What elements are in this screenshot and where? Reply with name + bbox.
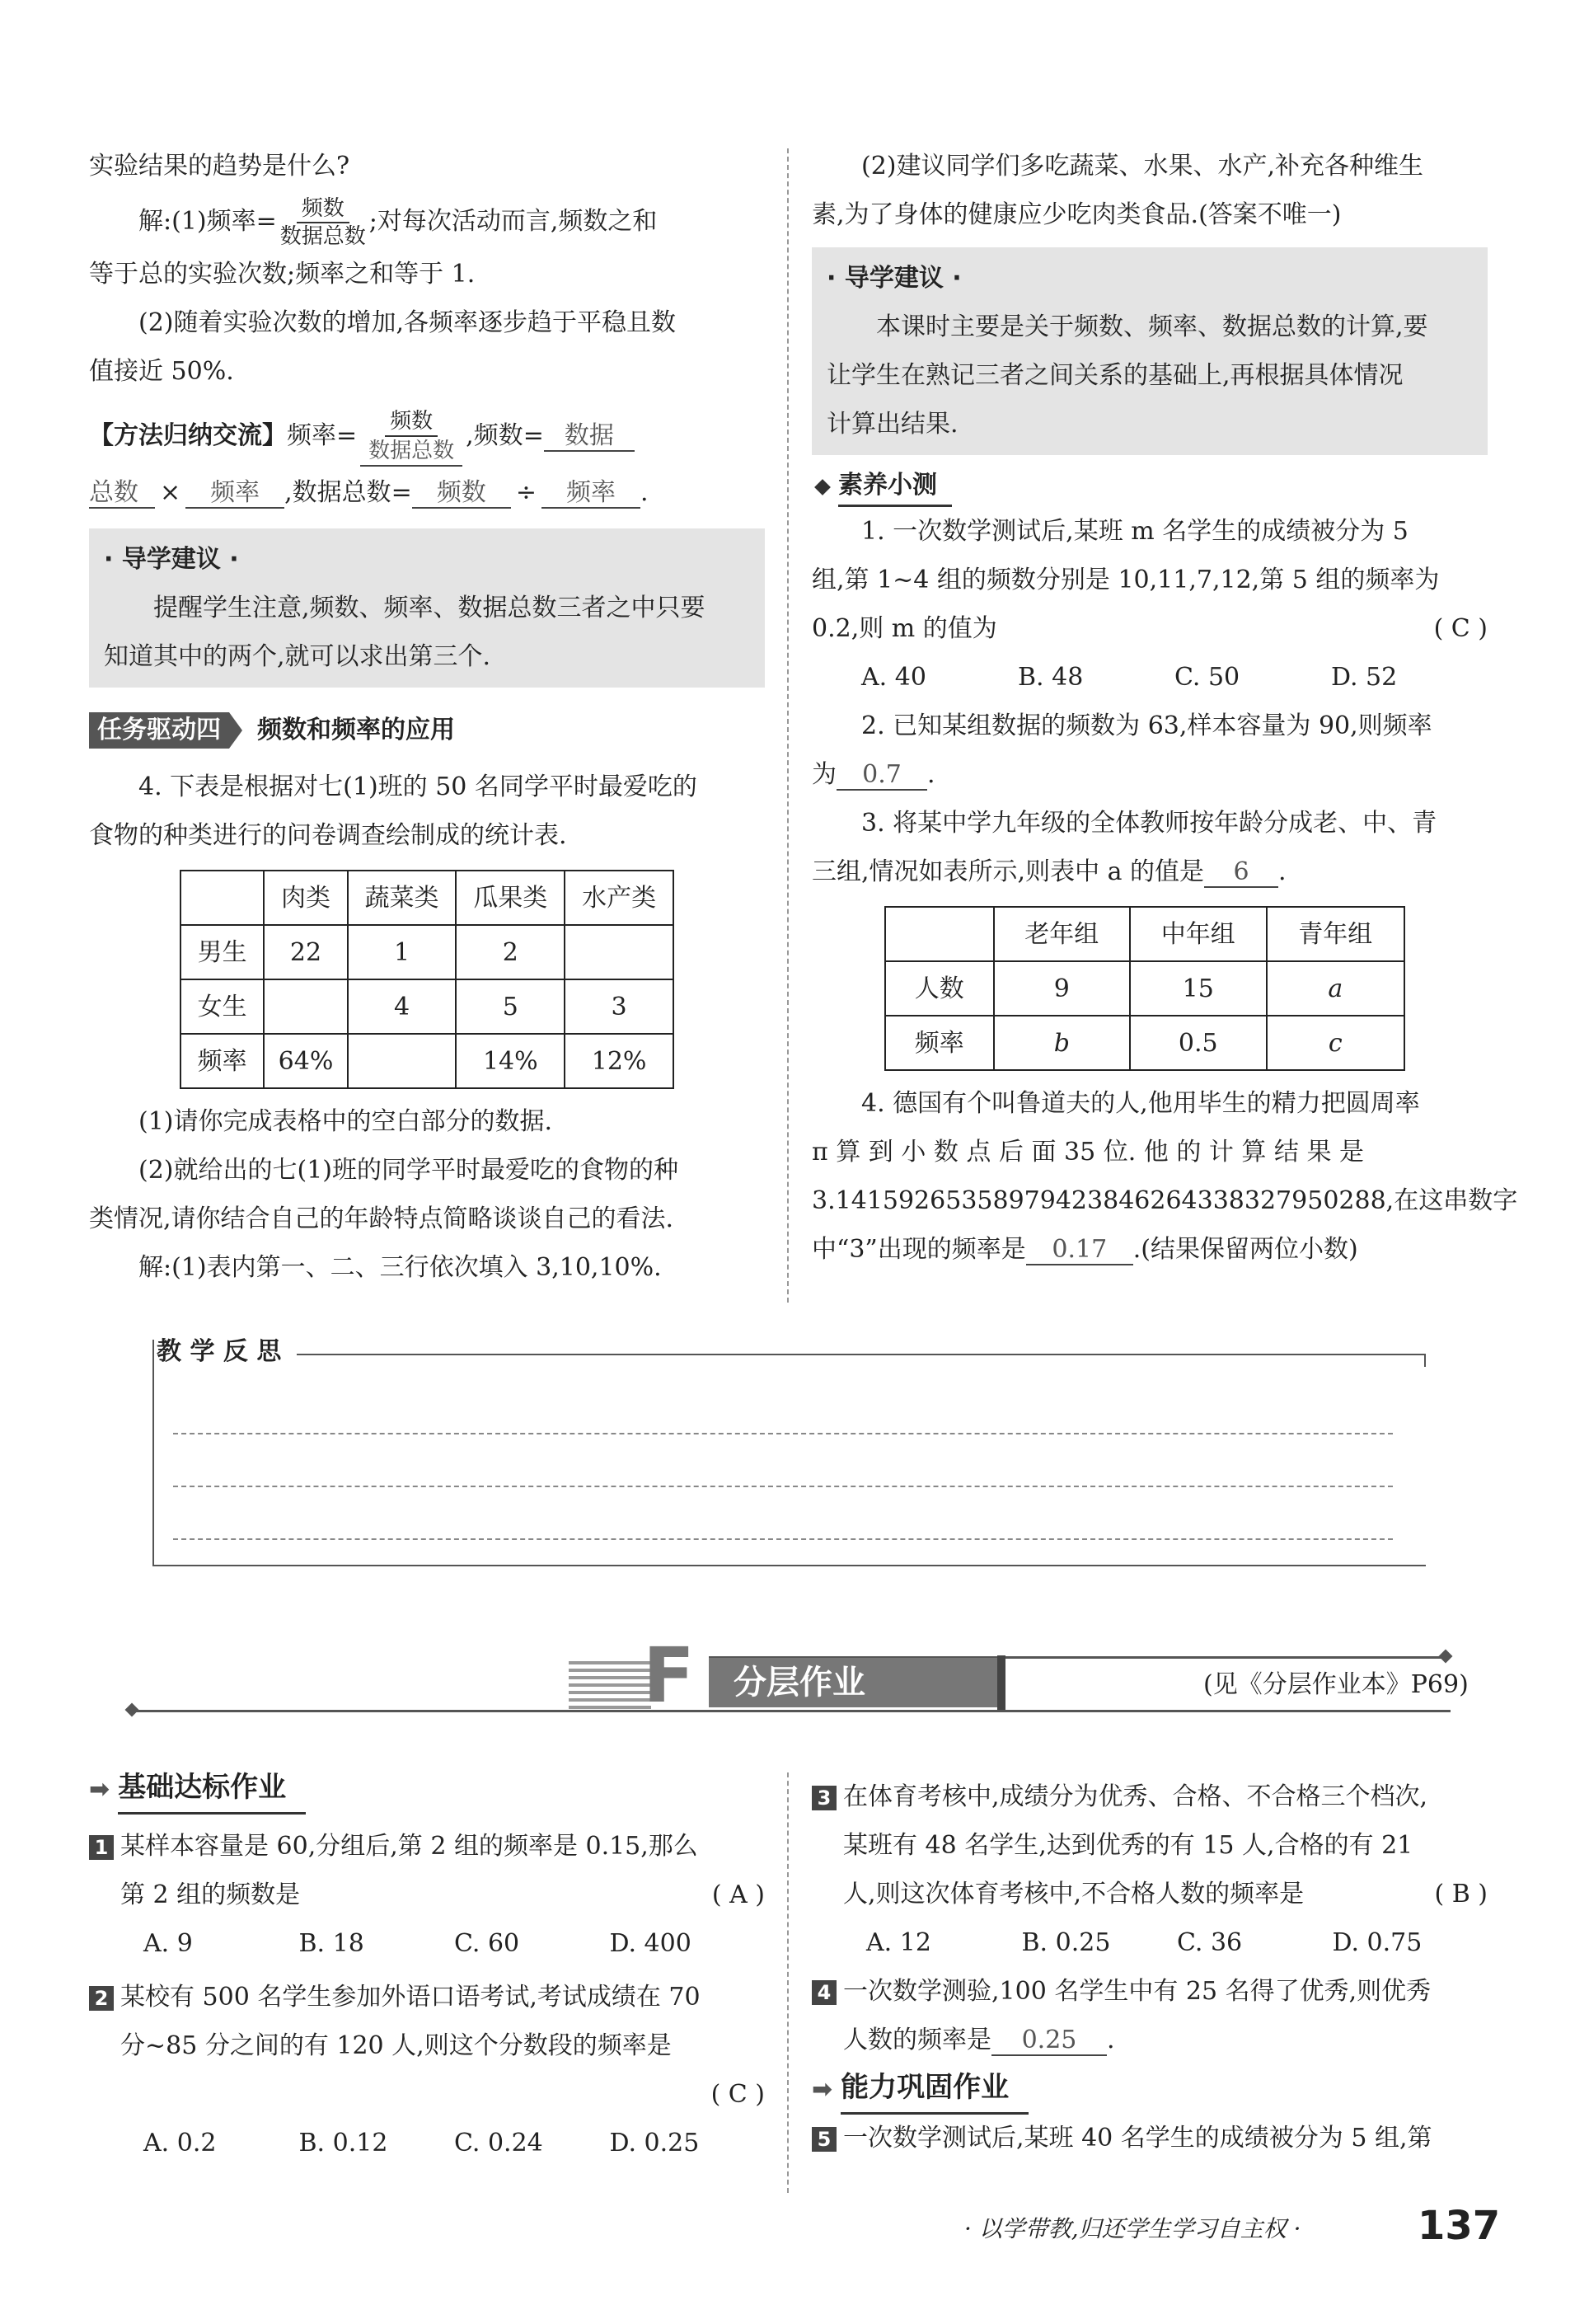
text-line: 类情况,请你结合自己的年龄特点简略谈谈自己的看法. — [89, 1204, 674, 1233]
homework-reference: (见《分层作业本》P69) — [1203, 1670, 1469, 1699]
table-cell: 1 — [348, 925, 457, 979]
table-cell: 青年组 — [1267, 907, 1404, 961]
options-row — [812, 653, 1488, 702]
solution-line: 解:(1)表内第一、二、三行依次填入 3,10,10%. — [138, 1253, 662, 1282]
homework-question-4 — [812, 1967, 1488, 2016]
options-row — [89, 1919, 765, 1968]
method-summary-cont — [89, 468, 765, 517]
reflection-title: 教 学 反 思 — [157, 1336, 291, 1369]
table-cell: 频率 — [885, 1016, 994, 1070]
arrow-icon: ➡ — [89, 1774, 110, 1804]
fill-blank-fraction — [360, 407, 462, 467]
banner-rule — [132, 1710, 1451, 1712]
guide-text: 知道其中的两个,就可以求出第三个. — [104, 642, 491, 671]
fill-blank: 0.25 — [991, 2026, 1107, 2056]
table-cell: 蔬菜类 — [348, 871, 457, 925]
homework-question-2 — [89, 1973, 765, 2021]
basic-homework-left — [89, 1764, 765, 2167]
question-number-badge: 4 — [812, 1980, 837, 2005]
question-number-badge: 1 — [89, 1835, 114, 1860]
text: 0.2,则 m 的值为 — [812, 614, 997, 643]
task-header — [89, 706, 765, 754]
table-cell: 9 — [994, 961, 1130, 1016]
table-cell: 12% — [565, 1034, 673, 1088]
basic-header — [89, 1764, 765, 1814]
ability-header — [812, 2064, 1488, 2114]
option: A. 40 — [861, 663, 926, 692]
option: B. 0.12 — [298, 2129, 388, 2157]
option: B. 0.25 — [1021, 1928, 1111, 1957]
table-cell: 女生 — [180, 979, 264, 1034]
option: C. 50 — [1174, 663, 1240, 692]
table-cell: 64% — [264, 1034, 347, 1088]
table-cell: 中年组 — [1130, 907, 1267, 961]
table-cell — [885, 907, 994, 961]
reflection-box — [152, 1340, 1426, 1566]
homework-question-5 — [812, 2114, 1488, 2162]
text-line: 某班有 48 名学生,达到优秀的有 15 人,合格的有 21 — [843, 1831, 1413, 1860]
text: ;对每次活动而言,频数之和 — [368, 207, 658, 236]
task-title: 频数和频率的应用 — [257, 716, 455, 744]
text: . — [1278, 857, 1287, 886]
task-tag: 任务驱动四 — [89, 712, 229, 749]
solution-line — [89, 195, 765, 250]
table-cell: 0.5 — [1130, 1016, 1267, 1070]
text-line: 素,为了身体的健康应少吃肉类食品.(答案不唯一) — [812, 200, 1342, 229]
text: 人,则这次体育考核中,不合格人数的频率是 — [843, 1880, 1305, 1908]
quiz-question-1: 1. 一次数学测试后,某班 m 名学生的成绩被分为 5 — [861, 517, 1409, 546]
option: C. 36 — [1177, 1928, 1243, 1957]
text: 三组,情况如表所示,则表中 a 的值是 — [812, 857, 1205, 886]
footer-slogan: · 以学带教,归还学生学习自主权 · — [964, 2215, 1301, 2242]
text-line — [812, 604, 1488, 653]
text: ,频数= — [466, 421, 544, 450]
question-number-badge: 5 — [812, 2127, 837, 2152]
table-cell — [565, 925, 673, 979]
quiz-question-2: 2. 已知某组数据的频数为 63,样本容量为 90,则频率 — [861, 711, 1432, 740]
text: ÷ — [515, 478, 537, 507]
fill-blank: 0.17 — [1026, 1236, 1133, 1265]
banner-end-bar — [997, 1655, 1005, 1710]
text: . — [1107, 2026, 1115, 2054]
reflection-top-line — [297, 1354, 1426, 1355]
banner-rule-dot-left — [125, 1703, 139, 1717]
food-table — [180, 870, 674, 1089]
text: 第 2 组的频数是 — [120, 1880, 301, 1909]
text: 一次数学测试后,某班 40 名学生的成绩被分为 5 组,第 — [843, 2124, 1432, 2153]
text: 人数的频率是 — [843, 2026, 991, 2054]
table-row — [180, 979, 673, 1034]
left-column — [89, 142, 765, 1292]
age-table — [884, 906, 1405, 1071]
table-cell: 瓜果类 — [456, 871, 565, 925]
table-cell — [348, 1034, 457, 1088]
table-cell: 14% — [456, 1034, 565, 1088]
option: D. 52 — [1331, 663, 1398, 692]
option: A. 0.2 — [143, 2129, 217, 2157]
text-line: 实验结果的趋势是什么? — [89, 152, 350, 181]
quiz-question-3: 3. 将某中学九年级的全体教师按年龄分成老、中、青 — [861, 809, 1437, 838]
text-line: 分~85 分之间的有 120 人,则这个分数段的频率是 — [120, 2031, 672, 2060]
table-cell: 2 — [456, 925, 565, 979]
text: 频率= — [287, 421, 358, 450]
answer-line — [89, 2070, 765, 2119]
answer-choice: ( B ) — [1434, 1880, 1488, 1908]
text: 为 — [812, 760, 837, 789]
text: 解:(1)频率= — [138, 207, 277, 236]
table-row — [885, 961, 1404, 1016]
reflection-line — [173, 1433, 1393, 1434]
fill-blank: 总数 — [89, 479, 155, 509]
arrow-icon: ➡ — [812, 2074, 833, 2104]
ability-title: 能力巩固作业 — [841, 2063, 1029, 2115]
question-number-badge: 3 — [812, 1786, 837, 1810]
table-cell: 3 — [565, 979, 673, 1034]
options-row — [89, 2119, 765, 2167]
text: 一次数学测验,100 名学生中有 25 名得了优秀,则优秀 — [843, 1977, 1432, 2006]
table-cell: b — [994, 1016, 1130, 1070]
question-4: 4. 下表是根据对七(1)班的 50 名同学平时最爱吃的 — [138, 772, 697, 801]
fill-blank: 数据 — [544, 422, 635, 452]
table-cell: 男生 — [180, 925, 264, 979]
table-cell: 4 — [348, 979, 457, 1034]
fill-blank: 频数 — [412, 479, 511, 509]
triangle-icon — [229, 712, 242, 749]
text-line: 值接近 50%. — [89, 357, 234, 386]
guide-box — [89, 528, 765, 688]
text: 某校有 500 名学生参加外语口语考试,考试成绩在 70 — [120, 1983, 701, 2012]
table-header-row — [180, 871, 673, 925]
table-row — [180, 1034, 673, 1088]
table-cell: 15 — [1130, 961, 1267, 1016]
text: ,数据总数= — [284, 478, 412, 507]
text-line — [812, 2016, 1488, 2064]
options-row — [812, 1918, 1488, 1967]
guide-text: 提醒学生注意,频数、频率、数据总数三者之中只要 — [153, 594, 705, 622]
banner-stripes — [569, 1661, 651, 1709]
text-line: 组,第 1~4 组的频数分别是 10,11,7,12,第 5 组的频率为 — [812, 566, 1440, 594]
guide-title: · 导学建议 · — [827, 264, 962, 293]
basic-homework-right — [812, 1772, 1488, 2162]
table-cell: 人数 — [885, 961, 994, 1016]
fraction-numerator: 频数 — [385, 407, 438, 437]
option: A. 12 — [866, 1928, 931, 1957]
quiz-question-4: 4. 德国有个叫鲁道夫的人,他用毕生的精力把圆周率 — [861, 1089, 1420, 1118]
answer-choice: ( C ) — [710, 2080, 765, 2109]
text-line: 等于总的实验次数;频率之和等于 1. — [89, 260, 476, 289]
guide-title: · 导学建议 · — [104, 545, 239, 574]
basic-title: 基础达标作业 — [118, 1763, 306, 1815]
text-line: 食物的种类进行的问卷调查绘制成的统计表. — [89, 821, 567, 850]
fill-blank: 0.7 — [837, 761, 927, 791]
text: 某样本容量是 60,分组后,第 2 组的频率是 0.15,那么 — [120, 1832, 698, 1861]
question-number-badge: 2 — [89, 1986, 114, 2011]
text: .(结果保留两位小数) — [1132, 1235, 1358, 1264]
fraction-numerator: 频数 — [297, 195, 349, 223]
table-cell: c — [1267, 1016, 1404, 1070]
fill-blank: 频率 — [185, 479, 284, 509]
option: C. 60 — [454, 1929, 520, 1958]
method-summary — [89, 407, 765, 467]
reflection-line — [173, 1538, 1393, 1540]
quiz-header — [812, 467, 1488, 507]
option: D. 400 — [609, 1929, 691, 1958]
option: A. 9 — [143, 1929, 193, 1958]
guide-text: 计算出结果. — [827, 410, 959, 439]
table-row — [180, 925, 673, 979]
fill-blank: 频率 — [541, 479, 640, 509]
right-column — [812, 142, 1518, 1274]
table-cell: 5 — [456, 979, 565, 1034]
text-line: (2)建议同学们多吃蔬菜、水果、水产,补充各种维生 — [861, 152, 1424, 181]
column-divider — [787, 148, 789, 1303]
text: . — [640, 478, 649, 507]
text-line — [812, 1870, 1488, 1918]
fraction-denominator: 数据总数 — [279, 224, 366, 249]
text-line — [812, 750, 1488, 799]
table-cell: a — [1267, 961, 1404, 1016]
text-line: (2)就给出的七(1)班的同学平时最爱吃的食物的种 — [138, 1156, 678, 1185]
reflection-line — [173, 1486, 1393, 1487]
column-divider — [787, 1772, 789, 2193]
option: C. 0.24 — [454, 2129, 543, 2157]
text-line: (1)请你完成表格中的空白部分的数据. — [138, 1107, 553, 1136]
banner-letter-icon: F — [643, 1631, 695, 1720]
reflection-corner — [1424, 1354, 1426, 1367]
homework-title: 分层作业 — [709, 1658, 1005, 1707]
table-cell — [180, 871, 264, 925]
text: 在体育考核中,成绩分为优秀、合格、不合格三个档次, — [843, 1782, 1428, 1811]
fill-blank: 6 — [1204, 858, 1278, 888]
table-row — [885, 1016, 1404, 1070]
text-line: 3.14159265358979423846264338327950288,在这串数字 — [812, 1186, 1518, 1215]
text-line: (2)随着实验次数的增加,各频率逐步趋于平稳且数 — [138, 308, 677, 337]
table-cell — [264, 979, 347, 1034]
option: B. 48 — [1018, 663, 1084, 692]
guide-text: 本课时主要是关于频数、频率、数据总数的计算,要 — [876, 312, 1428, 341]
guide-box — [812, 247, 1488, 455]
guide-text: 让学生在熟记三者之间关系的基础上,再根据具体情况 — [827, 361, 1404, 390]
text-line — [812, 1225, 1488, 1274]
table-cell: 水产类 — [565, 871, 673, 925]
text-line — [89, 1871, 765, 1919]
fraction — [280, 195, 366, 250]
page-number: 137 — [1418, 2203, 1501, 2249]
option: D. 0.25 — [609, 2129, 700, 2157]
diamond-icon — [814, 479, 831, 495]
answer-choice: ( C ) — [1433, 614, 1488, 643]
quiz-title: 素养小测 — [838, 467, 952, 507]
homework-question-1 — [89, 1822, 765, 1871]
text-line — [812, 847, 1488, 896]
fraction-denominator: 数据总数 — [368, 439, 455, 463]
table-header-row — [885, 907, 1404, 961]
text: × — [160, 478, 181, 507]
table-cell: 老年组 — [994, 907, 1130, 961]
option: D. 0.75 — [1332, 1928, 1423, 1957]
text: . — [927, 760, 935, 789]
answer-choice: ( A ) — [711, 1880, 765, 1909]
option: B. 18 — [298, 1929, 364, 1958]
text-line: π 算 到 小 数 点 后 面 35 位. 他 的 计 算 结 果 是 — [812, 1138, 1365, 1167]
table-cell: 22 — [264, 925, 347, 979]
table-cell: 频率 — [180, 1034, 264, 1088]
homework-question-3 — [812, 1772, 1488, 1821]
table-cell: 肉类 — [264, 871, 347, 925]
method-tag: 【方法归纳交流】 — [89, 421, 287, 450]
text: 中“3”出现的频率是 — [812, 1235, 1026, 1264]
